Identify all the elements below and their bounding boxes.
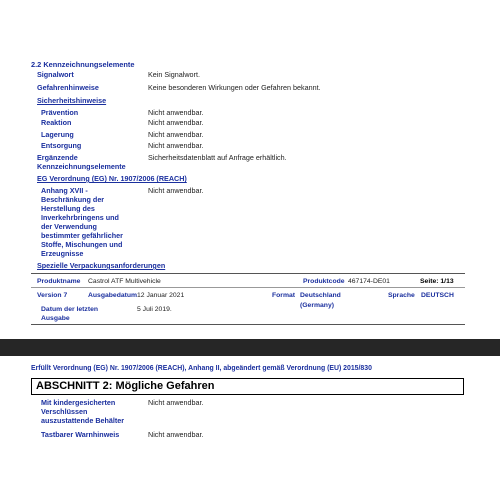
anhang-label-line8: Erzeugnisse [41, 249, 84, 258]
gefahrenhinweise-label: Gefahrenhinweise [37, 83, 99, 92]
ausgabedatum-label: Ausgabedatum [88, 292, 138, 299]
datum-letzten-label-line1: Datum der letzten [41, 306, 99, 313]
ergaenzende-value: Sicherheitsdatenblatt auf Anfrage erhältlich. [148, 153, 287, 162]
gefahrenhinweise-value: Keine besonderen Wirkungen oder Gefahren bekannt. [148, 83, 321, 92]
produktname-label: Produktname [37, 278, 81, 285]
anhang-label-line6: bestimmter gefährlicher [41, 231, 123, 240]
section-title-box [31, 378, 464, 395]
page-separator-bar [0, 339, 500, 356]
kinder-label-line2: Verschlüssen [41, 407, 88, 416]
anhang-label-line5: der Verwendung [41, 222, 97, 231]
praevention-label: Prävention [41, 108, 79, 117]
verpackung-heading: Spezielle Verpackungsanforderungen [37, 261, 166, 270]
sprache-label: Sprache [388, 292, 415, 299]
ausgabedatum-value: 12 Januar 2021 [137, 292, 185, 299]
format-value-line2: (Germany) [300, 302, 334, 309]
page-number: Seite: 1/13 [420, 278, 454, 285]
signalwort-value: Kein Signalwort. [148, 70, 200, 79]
section-heading-kennzeichnungselemente: 2.2 Kennzeichnungselemente [31, 60, 135, 69]
footer-top-rule [31, 273, 465, 274]
tastbarer-value: Nicht anwendbar. [148, 430, 204, 439]
kinder-label-line3: auszustattende Behälter [41, 416, 125, 425]
lagerung-label: Lagerung [41, 130, 74, 139]
entsorgung-label: Entsorgung [41, 141, 82, 150]
datum-letzten-value: 5 Juli 2019. [137, 306, 172, 313]
produktcode-label: Produktcode [303, 278, 345, 285]
entsorgung-value: Nicht anwendbar. [148, 141, 204, 150]
praevention-value: Nicht anwendbar. [148, 108, 204, 117]
anhang-label-line4: Inverkehrbringens und [41, 213, 119, 222]
version-label: Version 7 [37, 292, 68, 299]
anhang-label-line7: Stoffe, Mischungen und [41, 240, 123, 249]
footer-bottom-rule [31, 324, 465, 325]
kinder-value: Nicht anwendbar. [148, 398, 204, 407]
anhang-label-line1: Anhang XVII - [41, 186, 88, 195]
lagerung-value: Nicht anwendbar. [148, 130, 204, 139]
sprache-value: DEUTSCH [421, 292, 454, 299]
reaktion-value: Nicht anwendbar. [148, 118, 204, 127]
anhang-value: Nicht anwendbar. [148, 186, 204, 195]
tastbarer-label: Tastbarer Warnhinweis [41, 430, 120, 439]
kinder-label-line1: Mit kindergesicherten [41, 398, 116, 407]
ergaenzende-label-line1: Ergänzende [37, 153, 78, 162]
produktcode-value: 467174-DE01 [348, 278, 390, 285]
eg-verordnung-heading: EG Verordnung (EG) Nr. 1907/2006 (REACH) [37, 174, 187, 183]
produktname-value: Castrol ATF Multivehicle [88, 278, 161, 285]
format-label: Format [272, 292, 296, 299]
format-value-line1: Deutschland [300, 292, 341, 299]
datum-letzten-label-line2: Ausgabe [41, 315, 70, 322]
anhang-label-line3: Herstellung des [41, 204, 95, 213]
anhang-label-line2: Beschränkung der [41, 195, 105, 204]
ergaenzende-label-line2: Kennzeichnungselemente [37, 162, 126, 171]
section-title: ABSCHNITT 2: Mögliche Gefahren [36, 380, 215, 392]
reaktion-label: Reaktion [41, 118, 72, 127]
signalwort-label: Signalwort [37, 70, 74, 79]
reach-compliance-line: Erfüllt Verordnung (EG) Nr. 1907/2006 (REACH), Anhang II, abgeändert gemäß Verordnung (EU) 2015/830 [31, 365, 372, 372]
footer-mid-rule [31, 287, 465, 288]
sicherheitshinweise-heading: Sicherheitshinweise [37, 96, 107, 105]
